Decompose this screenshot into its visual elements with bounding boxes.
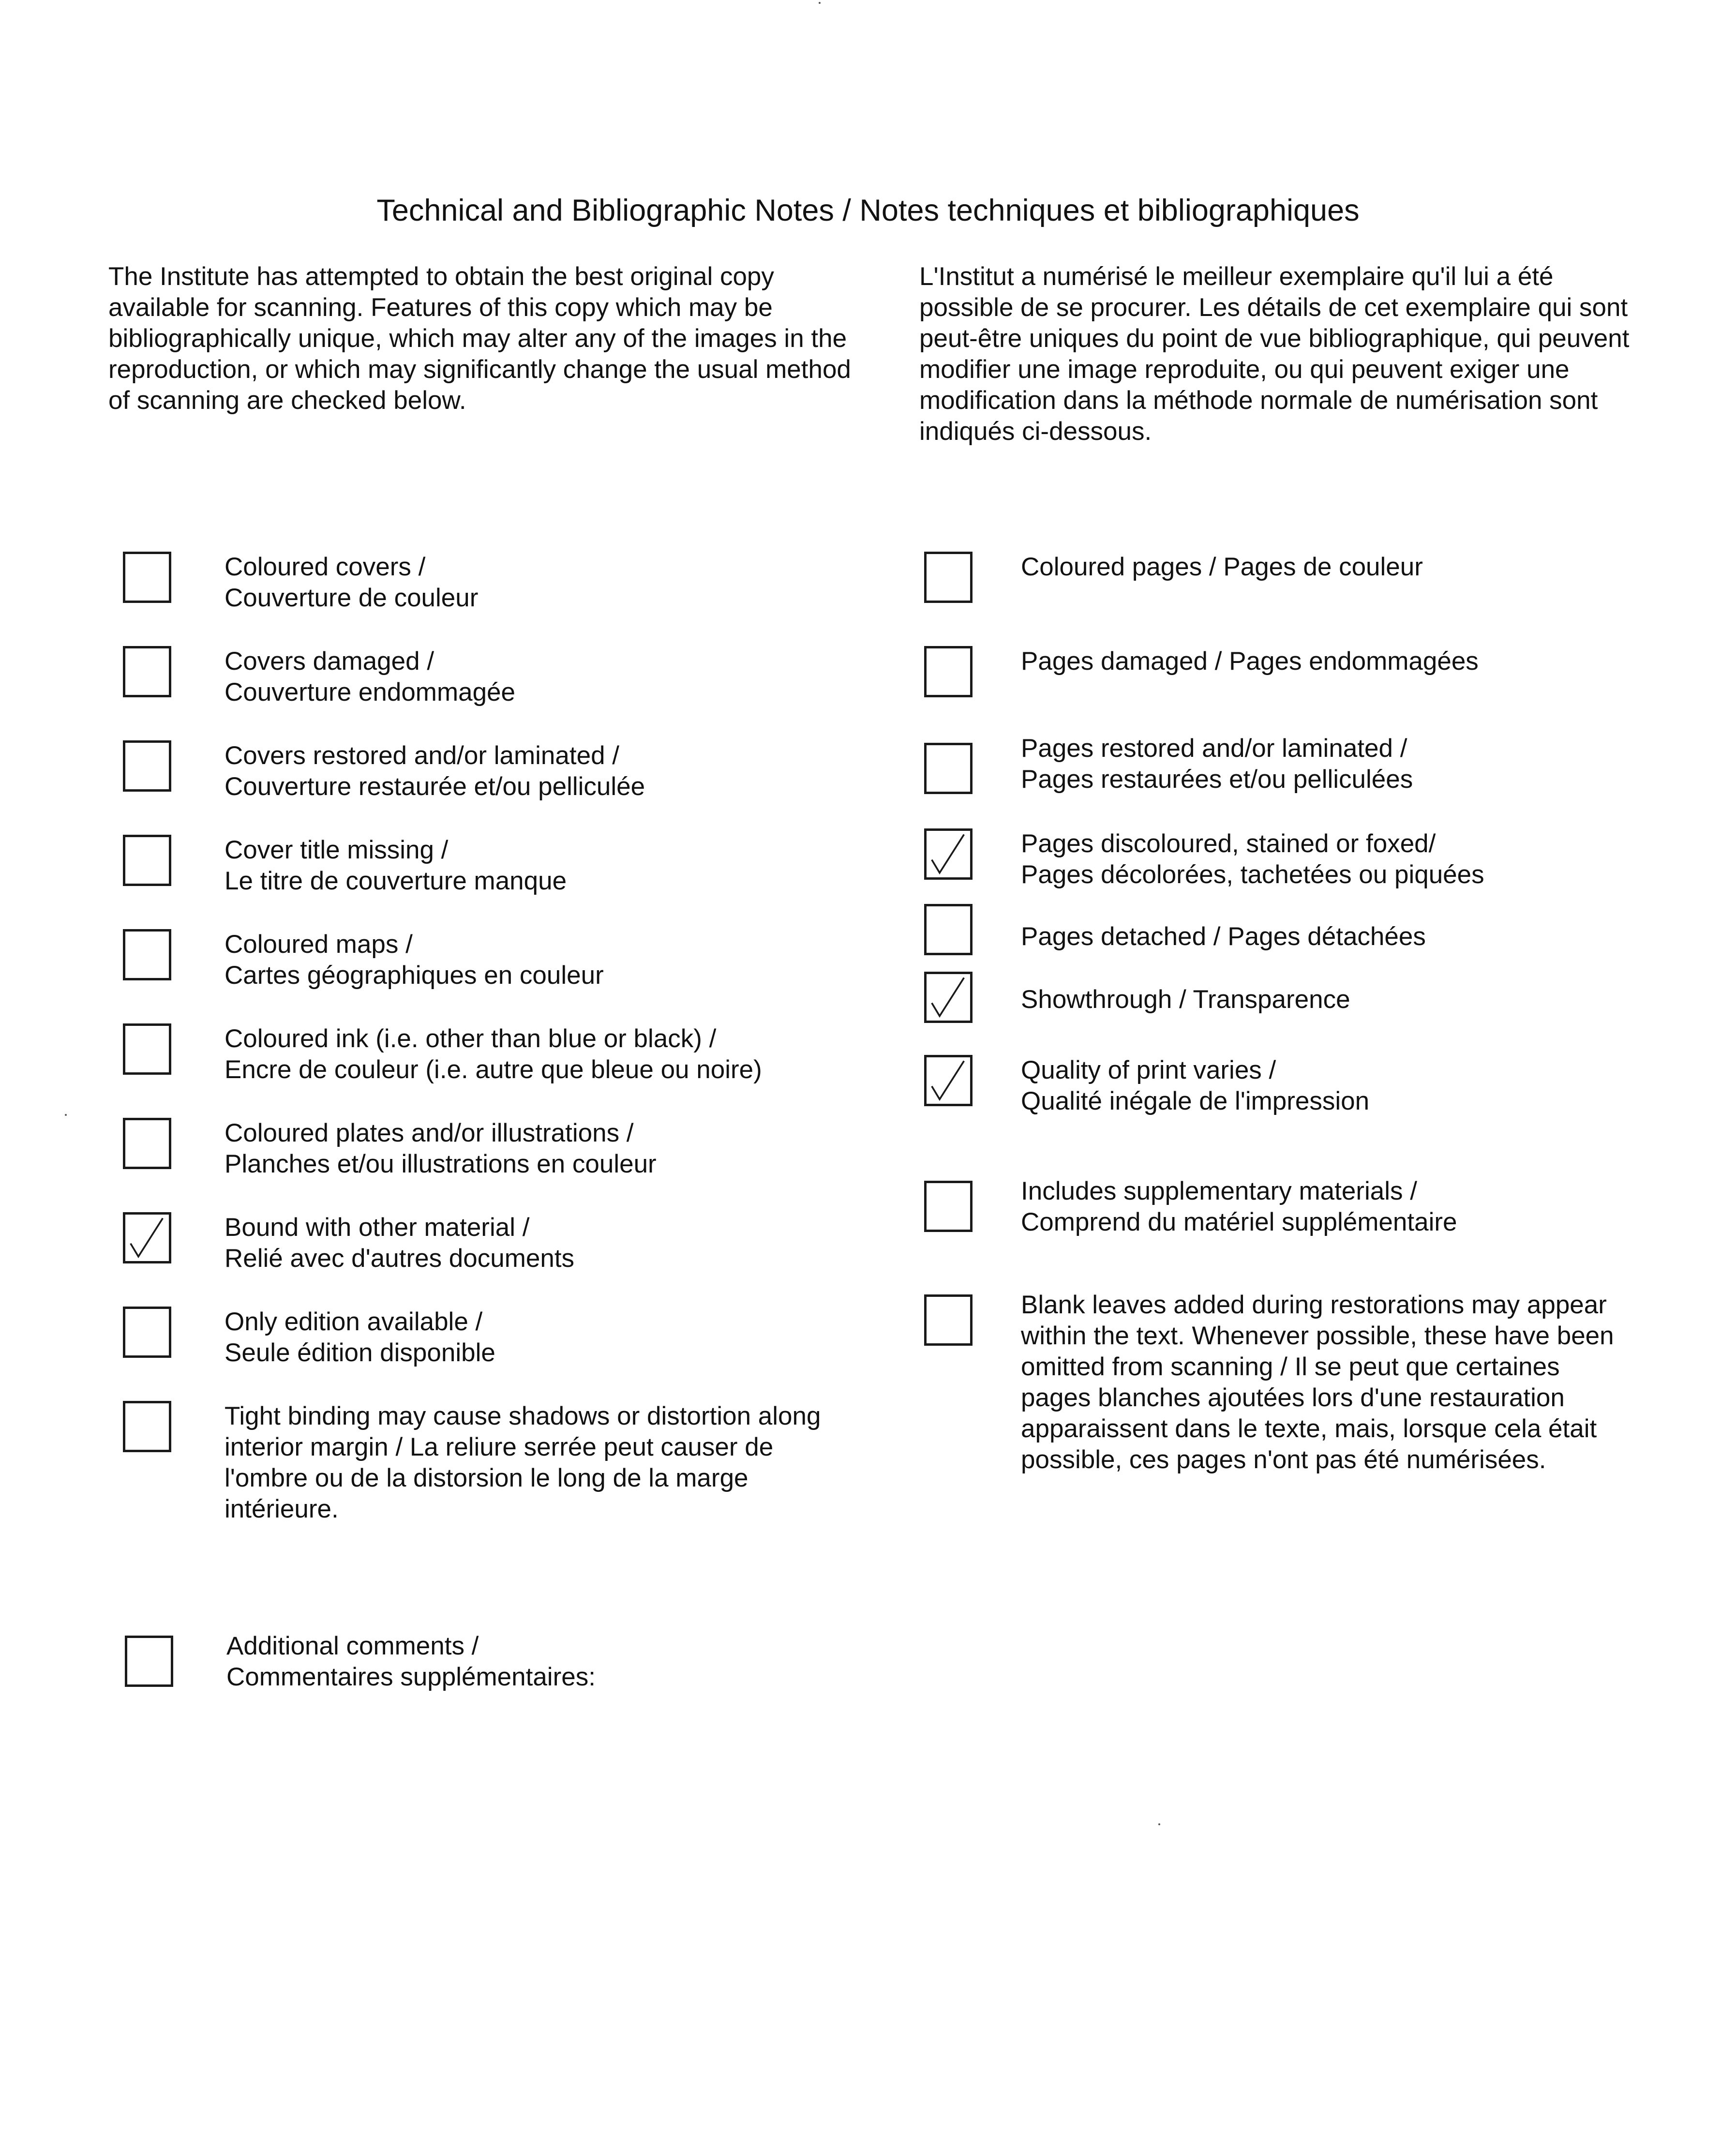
item-label: Blank leaves added during restorations may appear within the text. Whenever possible, these have been omitted from scanning / Il se peut que certaines pages blanches ajoutées lors d'une restauration apparaissent dans le texte, mais, lorsque cela était possible, ces pages n'ont pas été numérisées.: [1021, 1291, 1614, 1474]
item-label-fr: Relié avec d'autres documents: [224, 1244, 575, 1273]
item-label-en: Pages discoloured, stained or foxed/: [1021, 829, 1436, 858]
checkbox[interactable]: [123, 1401, 171, 1452]
item-label-fr: Seule édition disponible: [224, 1338, 495, 1367]
item-additional-comments[interactable]: [110, 1632, 865, 1713]
checkbox[interactable]: [123, 646, 171, 697]
checkbox[interactable]: [924, 552, 973, 603]
item-label-fr: Pages décolorées, tachetées ou piquées: [1021, 860, 1484, 889]
checkbox[interactable]: [924, 743, 973, 794]
checkbox[interactable]: [123, 835, 171, 886]
item-label-en: Covers restored and/or laminated /: [224, 741, 620, 770]
item-label-fr: Couverture de couleur: [224, 584, 479, 612]
checkbox[interactable]: [123, 740, 171, 792]
item-label-fr: Qualité inégale de l'impression: [1021, 1087, 1370, 1115]
checkbox[interactable]: [125, 1636, 173, 1687]
intro-english: The Institute has attempted to obtain the best original copy available for scanning. Features of this copy which may be bibliographically unique, which may alter any of the images in the reproduction, or which may significantly change the usual method of scanning are checked below.: [108, 262, 851, 415]
item-label-fr: Planches et/ou illustrations en couleur: [224, 1150, 657, 1178]
item-covers-restored[interactable]: [108, 740, 863, 818]
checkbox-checked[interactable]: [924, 1055, 973, 1106]
item-pages-detached[interactable]: [910, 904, 1664, 981]
checkbox[interactable]: [924, 1294, 973, 1346]
scan-speck: [819, 2, 821, 4]
item-label-en: Coloured plates and/or illustrations /: [224, 1119, 634, 1147]
item-label-en: Additional comments /: [226, 1632, 479, 1660]
item-coloured-ink[interactable]: [108, 1023, 863, 1101]
item-coloured-covers[interactable]: [108, 552, 863, 629]
checkbox[interactable]: [123, 552, 171, 603]
checkbox-checked[interactable]: [123, 1212, 171, 1263]
item-covers-damaged[interactable]: [108, 646, 863, 723]
item-label-en: Includes supplementary materials /: [1021, 1177, 1417, 1205]
item-label-fr: Encre de couleur (i.e. autre que bleue ou noire): [224, 1055, 762, 1084]
item-label: Coloured pages / Pages de couleur: [1021, 553, 1423, 581]
checkbox[interactable]: [123, 929, 171, 980]
item-quality-varies[interactable]: [910, 1055, 1664, 1132]
item-coloured-pages[interactable]: [910, 552, 1664, 629]
item-label-en: Cover title missing /: [224, 836, 449, 864]
item-pages-restored[interactable]: [910, 734, 1664, 820]
item-label: Showthrough / Transparence: [1021, 985, 1350, 1014]
item-label-en: Covers damaged /: [224, 647, 434, 676]
checkbox-checked[interactable]: [924, 828, 973, 880]
item-coloured-maps[interactable]: [108, 929, 863, 1007]
item-tight-binding[interactable]: [108, 1401, 863, 1546]
intro-french: L'Institut a numérisé le meilleur exemplaire qu'il lui a été possible de se procurer. Les détails de cet exemplaire qui sont peut-être uniques du point de vue bibliographique, qui peuvent modifier une image reproduite, ou qui peuvent exiger une modification dans la méthode normale de numérisation sont indiqués ci-dessous.: [919, 262, 1630, 446]
scan-speck: [65, 1114, 67, 1116]
item-bound-with-other[interactable]: [108, 1212, 863, 1290]
item-label-fr: Couverture endommagée: [224, 678, 516, 706]
checkbox[interactable]: [123, 1307, 171, 1358]
item-coloured-plates[interactable]: [108, 1118, 863, 1195]
checkbox[interactable]: [924, 904, 973, 955]
checkbox[interactable]: [924, 646, 973, 697]
item-label-en: Coloured ink (i.e. other than blue or black) /: [224, 1024, 717, 1053]
item-label-fr: Couverture restaurée et/ou pelliculée: [224, 772, 645, 801]
item-label-fr: Comprend du matériel supplémentaire: [1021, 1208, 1457, 1236]
checkbox[interactable]: [123, 1118, 171, 1169]
checkmark-icon: [927, 974, 970, 1021]
item-label-fr: Cartes géographiques en couleur: [224, 961, 604, 990]
checkmark-icon: [927, 831, 970, 877]
item-label-en: Only edition available /: [224, 1307, 483, 1336]
item-blank-leaves[interactable]: [910, 1291, 1664, 1517]
item-showthrough[interactable]: [910, 972, 1664, 1049]
item-pages-discoloured[interactable]: [910, 828, 1664, 906]
checkmark-icon: [125, 1215, 169, 1261]
item-pages-damaged[interactable]: [910, 646, 1664, 723]
item-label-en: Coloured covers /: [224, 553, 426, 581]
item-label: Pages damaged / Pages endommagées: [1021, 647, 1479, 676]
item-label: Pages detached / Pages détachées: [1021, 922, 1426, 951]
checkbox[interactable]: [924, 1181, 973, 1232]
item-label-en: Coloured maps /: [224, 930, 413, 959]
item-label-fr: Le titre de couverture manque: [224, 867, 567, 895]
checkmark-icon: [927, 1057, 970, 1104]
item-label-fr: Pages restaurées et/ou pelliculées: [1021, 765, 1413, 794]
item-label-en: Bound with other material /: [224, 1213, 530, 1242]
item-label-fr: Commentaires supplémentaires:: [226, 1663, 596, 1691]
checkbox-checked[interactable]: [924, 972, 973, 1023]
checkbox[interactable]: [123, 1023, 171, 1075]
item-label: Tight binding may cause shadows or distortion along interior margin / La reliure serrée peut causer de l'ombre ou de la distorsion le long de la marge intérieure.: [224, 1402, 821, 1523]
scan-speck: [1158, 1823, 1160, 1825]
item-label-en: Pages restored and/or laminated /: [1021, 734, 1407, 763]
item-cover-title-missing[interactable]: [108, 835, 863, 912]
item-supplementary[interactable]: [910, 1177, 1664, 1258]
page-title: Technical and Bibliographic Notes / Notes techniques et bibliographiques: [376, 194, 1360, 227]
item-label-en: Quality of print varies /: [1021, 1056, 1276, 1084]
item-only-edition[interactable]: [108, 1307, 863, 1384]
